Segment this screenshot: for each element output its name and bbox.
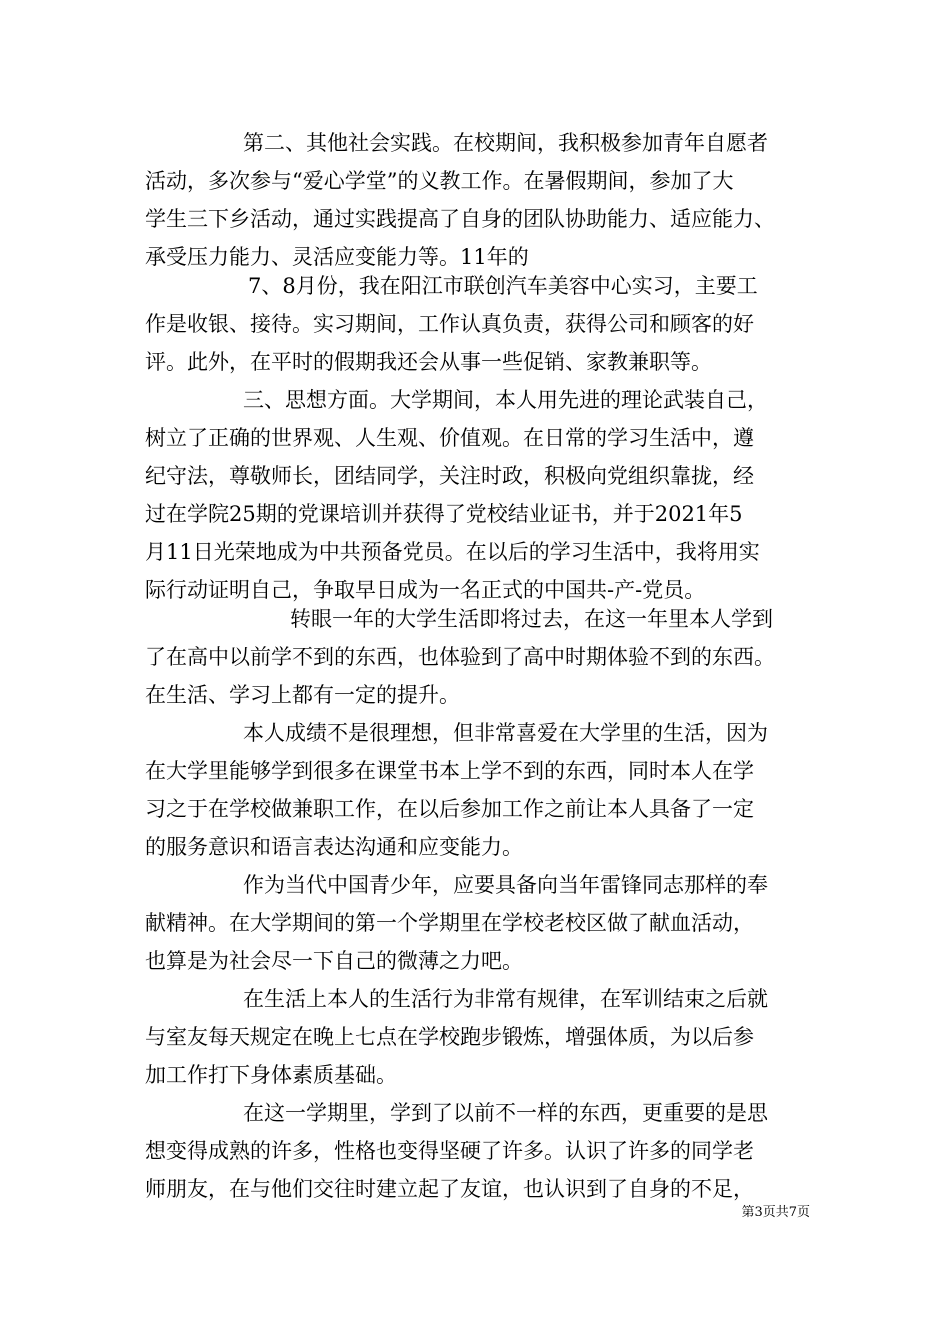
text-line: 承受压力能力、灵活应变能力等。11年的 [145,245,529,269]
text-line: 习之于在学校做兼职工作，在以后参加工作之前让本人具备了一定 [145,797,754,821]
text-line: 7、8月份，我在阳江市联创汽车美容中心实习，主要工 [248,274,758,298]
text-line: 献精神。在大学期间的第一个学期里在学校老校区做了献血活动， [145,911,754,935]
text-line: 过在学院25期的党课培训并获得了党校结业证书，并于2021年5 [145,502,743,526]
text-line: 想变得成熟的许多，性格也变得坚硬了许多。认识了许多的同学老 [145,1139,754,1163]
text-line: 在生活上本人的生活行为非常有规律，在军训结束之后就 [243,987,768,1011]
text-line: 作为当代中国青少年，应要具备向当年雷锋同志那样的奉 [243,873,768,897]
text-line: 师朋友，在与他们交往时建立起了友谊，也认识到了自身的不足， [145,1177,754,1201]
text-line: 转眼一年的大学生活即将过去，在这一年里本人学到 [290,607,773,631]
text-line: 在大学里能够学到很多在课堂书本上学不到的东西，同时本人在学 [145,759,754,783]
text-line: 也算是为社会尽一下自己的微薄之力吧。 [145,949,523,973]
text-line: 评。此外，在平时的假期我还会从事一些促销、家教兼职等。 [145,350,712,374]
text-line: 月11日光荣地成为中共预备党员。在以后的学习生活中，我将用实 [145,540,760,564]
text-line: 作是收银、接待。实习期间，工作认真负责，获得公司和顾客的好 [145,312,754,336]
text-line: 的服务意识和语言表达沟通和应变能力。 [145,835,523,859]
text-line: 第二、其他社会实践。在校期间，我积极参加青年自愿者 [243,131,768,155]
text-line: 际行动证明自己，争取早日成为一名正式的中国共-产-党员。 [145,578,706,602]
text-line: 与室友每天规定在晚上七点在学校跑步锻炼，增强体质，为以后参 [145,1025,754,1049]
text-line: 活动，多次参与“爱心学堂”的义教工作。在暑假期间，参加了大 [145,169,734,193]
text-line: 了在高中以前学不到的东西，也体验到了高中时期体验不到的东西。 [145,645,775,669]
text-line: 纪守法，尊敬师长，团结同学，关注时政，积极向党组织靠拢，经 [145,464,754,488]
text-line: 在这一学期里，学到了以前不一样的东西，更重要的是思 [243,1101,768,1125]
text-line: 在生活、学习上都有一定的提升。 [145,683,460,707]
text-line: 学生三下乡活动，通过实践提高了自身的团队协助能力、适应能力、 [145,207,775,231]
text-line: 加工作打下身体素质基础。 [145,1063,397,1087]
text-line: 本人成绩不是很理想，但非常喜爱在大学里的生活，因为 [243,721,768,745]
page-number: 第3页共7页 [741,1205,810,1220]
text-line: 三、思想方面。大学期间，本人用先进的理论武装自己， [243,388,768,412]
text-line: 树立了正确的世界观、人生观、价值观。在日常的学习生活中，遵 [145,426,754,450]
